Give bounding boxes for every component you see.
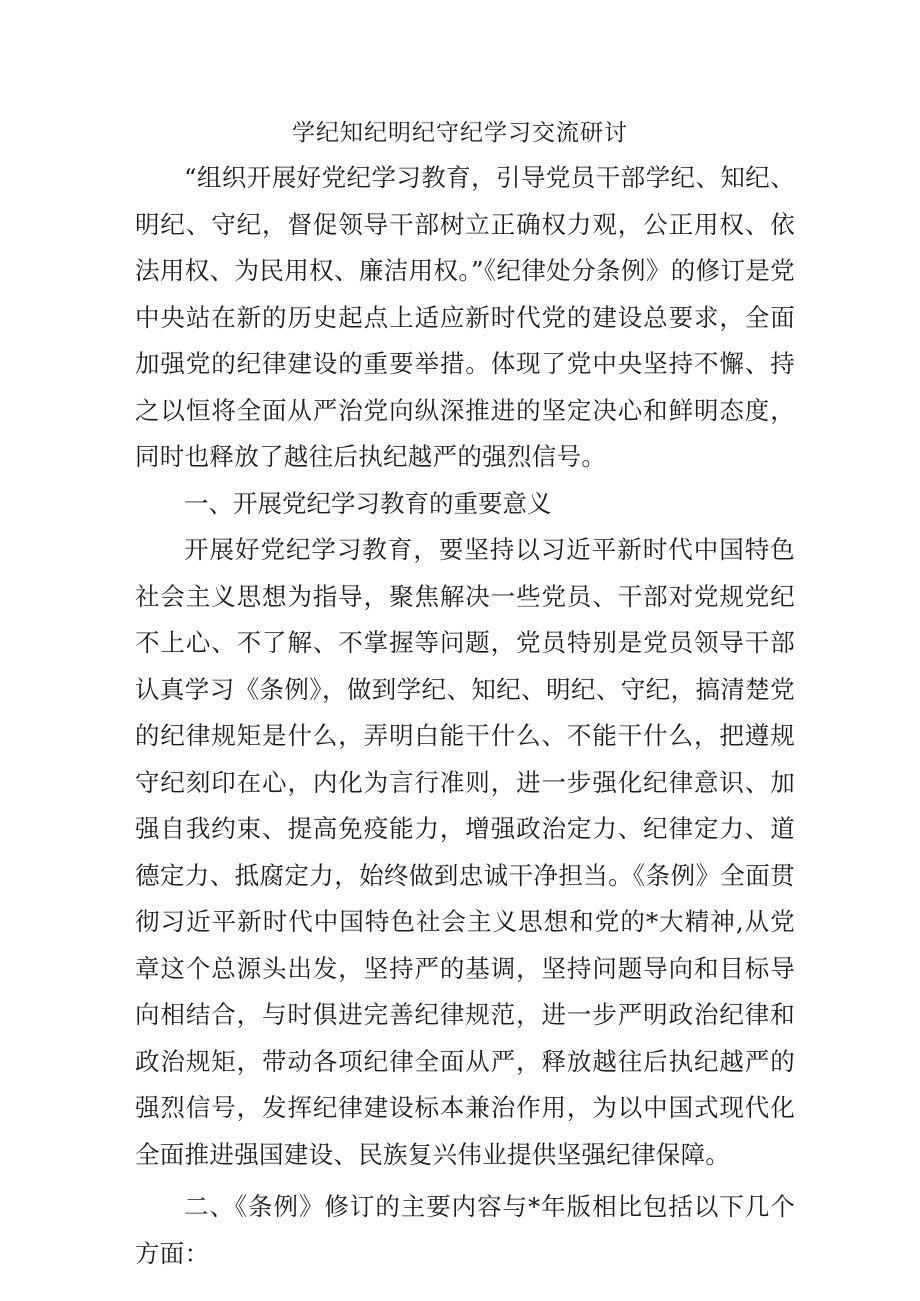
section-heading-1: 一、开展党纪学习教育的重要意义 <box>184 488 552 518</box>
section-1-paragraph: 开展好党纪学习教育，要坚持以习近平新时代中国特色社会主义思想为指导，聚焦解决一些党员、干部对党规党纪不上心、不了解、不掌握等问题，党员特别是党员领导干部认真学习《条例》，做到学纪、知纪、明纪、守纪，搞清楚党的纪律规矩是什么，弄明白能干什么、不能干什么，把遵规守纪刻印在心，内化为言行准则，进一步强化纪律意识、加强自我约束、提高免疫能力，增强政治定力、纪律定力、道德定力、抵腐定力，始终做到忠诚干净担当。《条例》全面贯彻习近平新时代中国特色社会主义思想和党的*大精神,从党章这个总源头出发，坚持严的基调，坚持问题导向和目标导向相结合，与时俱进完善纪律规范，进一步严明政治纪律和政治规矩，带动各项纪律全面从严，释放越往后执纪越严的强烈信号，发挥纪律建设标本兼治作用，为以中国式现代化全面推进强国建设、民族复兴伟业提供坚强纪律保障。 <box>135 535 795 1169</box>
section-heading-2: 二、《条例》修订的主要内容与*年版相比包括以下几个方面： <box>135 1192 795 1268</box>
document-title: 学纪知纪明纪守纪学习交流研讨 <box>292 120 628 146</box>
document-body <box>135 155 795 1277</box>
intro-paragraph: “组织开展好党纪学习教育，引导党员干部学纪、知纪、明纪、守纪，督促领导干部树立正确权力观，公正用权、依法用权、为民用权、廉洁用权。”《纪律处分条例》的修订是党中央站在新的历史起点上适应新时代党的建设总要求，全面加强党的纪律建设的重要举措。体现了党中央坚持不懈、持之以恒将全面从严治党向纵深推进的坚定决心和鲜明态度，同时也释放了越往后执纪越严的强烈信号。 <box>135 163 795 471</box>
